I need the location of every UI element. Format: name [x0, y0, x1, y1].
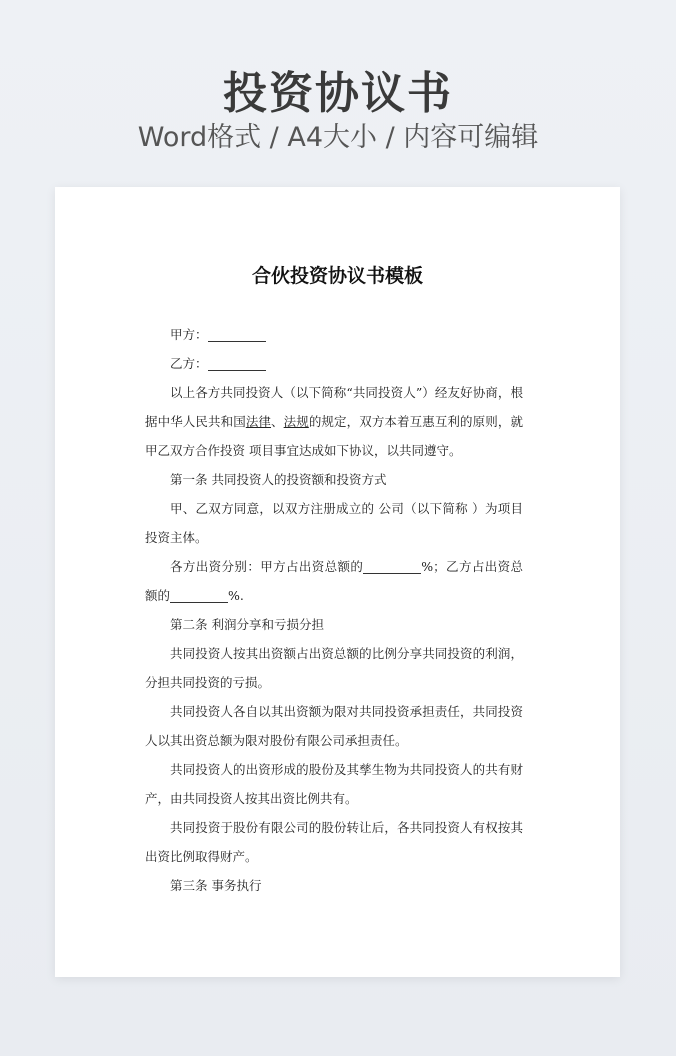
intro-text-a: 以上各方共同投资人（以下简称“共同投资人”）经友好协商，根据中华人民共和国	[145, 385, 523, 429]
party-b-line	[145, 349, 523, 378]
contribution-text-a: 各方出资分别：甲方占出资总额的	[170, 559, 364, 574]
article-1-title: 第一条 共同投资人的投资额和投资方式	[170, 472, 387, 487]
party-b-blank	[208, 356, 266, 371]
party-a-label: 甲方：	[170, 327, 208, 342]
party-a-share-blank	[363, 559, 421, 574]
article-2-paragraph-1: 共同投资人按其出资额占出资总额的比例分享共同投资的利润，分担共同投资的亏损。	[145, 646, 523, 690]
party-a-line	[145, 320, 523, 349]
document-title: 合伙投资协议书模板	[251, 265, 423, 287]
article-1-paragraph-2	[145, 552, 523, 610]
party-b-label: 乙方：	[170, 356, 208, 371]
article-2-paragraph-3: 共同投资人的出资形成的股份及其孳生物为共同投资人的共有财产，由共同投资人按其出资比例共有。	[145, 762, 523, 806]
party-b-share-blank	[170, 588, 228, 603]
regulation-link: 法规	[283, 414, 309, 429]
intro-paragraph	[145, 378, 523, 465]
article-2-title: 第二条 利润分享和亏损分担	[170, 617, 324, 632]
document-body	[145, 320, 523, 900]
intro-text-b: 的规定，双方本着互惠互利的原则，就甲乙双方合作投资 项目事宜达成如下协议，以共同遵守。	[145, 414, 523, 458]
intro-sep: 、	[271, 414, 284, 429]
contribution-text-b: %；乙方占出资总额的	[145, 559, 523, 603]
article-2-paragraph-2: 共同投资人各自以其出资额为限对共同投资承担责任，共同投资人以其出资总额为限对股份有限公司承担责任。	[145, 704, 523, 748]
page-subtitle: Word格式 / A4大小 / 内容可编辑	[137, 122, 539, 153]
article-1-paragraph-1: 甲、乙双方同意，以双方注册成立的 公司（以下简称 ）为项目投资主体。	[145, 501, 523, 545]
party-a-blank	[208, 327, 266, 342]
law-link: 法律	[245, 414, 272, 429]
document-page	[55, 187, 620, 977]
article-3-title: 第三条 事务执行	[170, 878, 262, 893]
contribution-text-c: %.	[228, 588, 244, 603]
page-title: 投资协议书	[223, 68, 453, 119]
article-2-paragraph-4: 共同投资于股份有限公司的股份转让后，各共同投资人有权按其出资比例取得财产。	[145, 820, 523, 864]
